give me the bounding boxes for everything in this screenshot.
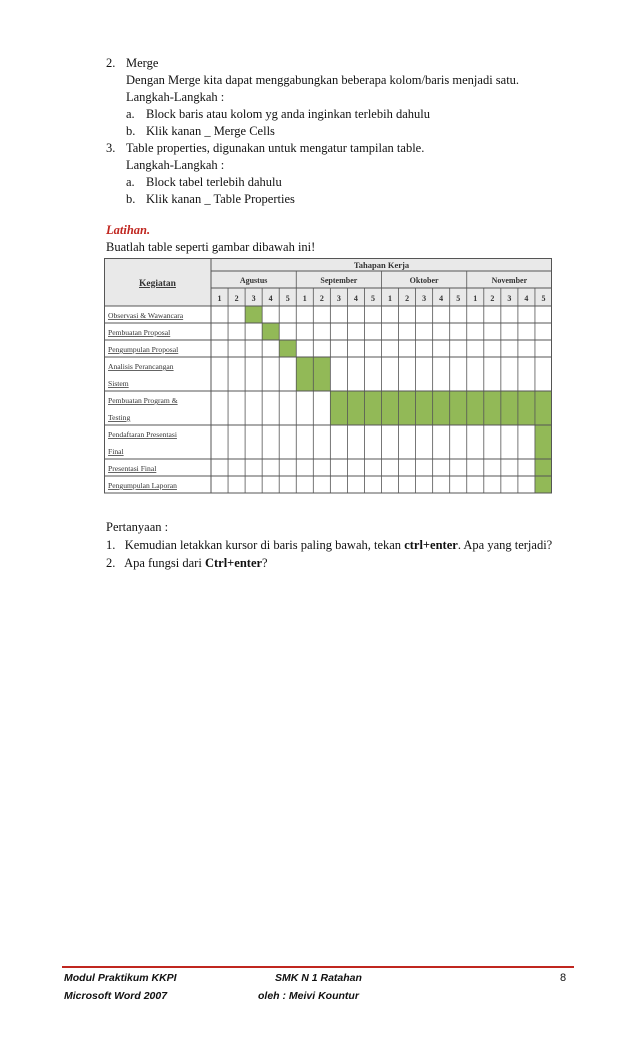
- gantt-week-label: 3: [422, 294, 427, 303]
- gantt-activity-label: Final: [108, 447, 124, 456]
- merge-title: Merge: [126, 56, 159, 70]
- gantt-bar-cell: [416, 391, 433, 425]
- gantt-week-label: 4: [268, 294, 273, 303]
- gantt-week-label: 5: [541, 294, 546, 303]
- gantt-bar-cell: [484, 391, 501, 425]
- list-number-3: 3.: [106, 141, 116, 155]
- gantt-activity-label: Observasi & Wawancara: [108, 311, 184, 320]
- question-1-shortcut: ctrl+enter: [404, 538, 458, 552]
- gantt-bar-cell: [296, 357, 313, 391]
- gantt-bar-cell: [279, 340, 296, 357]
- gantt-activity-label: Sistem: [108, 379, 129, 388]
- gantt-bar-cell: [535, 391, 552, 425]
- gantt-activity-label: Testing: [108, 413, 131, 422]
- question-1: [106, 538, 552, 553]
- tp-step-b-marker: b.: [126, 192, 136, 206]
- gantt-bar-cell: [535, 425, 552, 459]
- gantt-week-label: 3: [251, 294, 256, 303]
- latihan-instruction: Buatlah table seperti gambar dibawah ini!: [106, 240, 316, 254]
- gantt-activity-label: Presentasi Final: [108, 464, 157, 473]
- gantt-week-label: 1: [217, 294, 222, 303]
- tp-step-b: Klik kanan _ Table Properties: [146, 192, 295, 206]
- question-1-text: Kemudian letakkan kursor di baris paling bawah, tekan: [124, 538, 405, 552]
- gantt-bar-cell: [262, 323, 279, 340]
- gantt-table: [104, 258, 552, 508]
- question-2-shortcut: Ctrl+enter: [204, 556, 263, 570]
- gantt-week-label: 4: [353, 294, 358, 303]
- question-2-text: Apa fungsi dari: [124, 556, 205, 570]
- list-number-2: 2.: [106, 56, 116, 70]
- gantt-month-label: Agustus: [239, 276, 268, 285]
- gantt-month-label: November: [491, 276, 528, 285]
- gantt-activity-label: Analisis Perancangan: [108, 362, 174, 371]
- footer-school: SMK N 1 Ratahan: [275, 972, 362, 984]
- gantt-week-label: 2: [490, 294, 495, 303]
- gantt-week-label: 3: [336, 294, 341, 303]
- gantt-week-label: 1: [473, 294, 478, 303]
- gantt-week-label: 3: [507, 294, 512, 303]
- gantt-bar-cell: [330, 391, 347, 425]
- gantt-week-label: 4: [524, 294, 529, 303]
- question-2-tail: ?: [262, 556, 268, 570]
- footer-divider: [62, 966, 574, 968]
- gantt-bar-cell: [364, 391, 381, 425]
- gantt-bar-cell: [467, 391, 484, 425]
- gantt-week-label: 1: [388, 294, 393, 303]
- gantt-bar-cell: [518, 391, 535, 425]
- gantt-week-label: 2: [234, 294, 239, 303]
- table-properties-steps-label: Langkah-Langkah :: [126, 158, 225, 172]
- footer-author: oleh : Meivi Kountur: [258, 990, 359, 1002]
- latihan-heading: Latihan.: [106, 223, 151, 237]
- question-2: [106, 556, 268, 571]
- footer-module-subtitle: Microsoft Word 2007: [64, 990, 168, 1002]
- gantt-week-label: 5: [370, 294, 375, 303]
- gantt-month-label: September: [320, 276, 358, 285]
- merge-step-b-marker: b.: [126, 124, 136, 138]
- gantt-week-label: 5: [456, 294, 461, 303]
- gantt-bar-cell: [347, 391, 364, 425]
- merge-step-a: Block baris atau kolom yg anda inginkan terlebih dahulu: [146, 107, 430, 121]
- gantt-activity-label: Pendaftaran Presentasi: [108, 430, 177, 439]
- gantt-bar-cell: [433, 391, 450, 425]
- page-number: 8: [560, 972, 567, 984]
- table-properties-title: Table properties, digunakan untuk mengatur tampilan table.: [126, 141, 425, 155]
- tp-step-a: Block tabel terlebih dahulu: [146, 175, 282, 189]
- gantt-bar-cell: [245, 306, 262, 323]
- gantt-activity-label: Pembuatan Proposal: [108, 328, 171, 337]
- gantt-bar-cell: [450, 391, 467, 425]
- gantt-week-label: 2: [319, 294, 324, 303]
- gantt-bar-cell: [535, 459, 552, 476]
- gantt-week-label: 1: [302, 294, 307, 303]
- merge-step-a-marker: a.: [126, 107, 135, 121]
- gantt-bar-cell: [382, 391, 399, 425]
- merge-step-b: Klik kanan _ Merge Cells: [146, 124, 275, 138]
- footer-module-title: Modul Praktikum KKPI: [64, 972, 177, 984]
- gantt-bar-cell: [535, 476, 552, 493]
- merge-steps-label: Langkah-Langkah :: [126, 90, 225, 104]
- question-1-number: 1.: [106, 538, 116, 552]
- gantt-activity-label: Pengumpulan Proposal: [108, 345, 179, 354]
- gantt-bar-cell: [399, 391, 416, 425]
- merge-description: Dengan Merge kita dapat menggabungkan beberapa kolom/baris menjadi satu.: [126, 73, 520, 87]
- gantt-week-label: 4: [439, 294, 444, 303]
- gantt-week-label: 5: [285, 294, 290, 303]
- gantt-bar-cell: [313, 357, 330, 391]
- gantt-row-header: Kegiatan: [139, 279, 176, 289]
- gantt-activity-label: Pengumpulan Laporan: [108, 481, 177, 490]
- gantt-activity-label: Pembuatan Program &: [108, 396, 178, 405]
- gantt-title: Tahapan Kerja: [353, 260, 410, 270]
- question-2-number: 2.: [106, 556, 116, 570]
- question-1-tail: . Apa yang terjadi?: [457, 538, 553, 552]
- tp-step-a-marker: a.: [126, 175, 135, 189]
- pertanyaan-heading: Pertanyaan :: [106, 520, 169, 534]
- gantt-month-label: Oktober: [409, 276, 439, 285]
- gantt-week-label: 2: [405, 294, 410, 303]
- gantt-bar-cell: [501, 391, 518, 425]
